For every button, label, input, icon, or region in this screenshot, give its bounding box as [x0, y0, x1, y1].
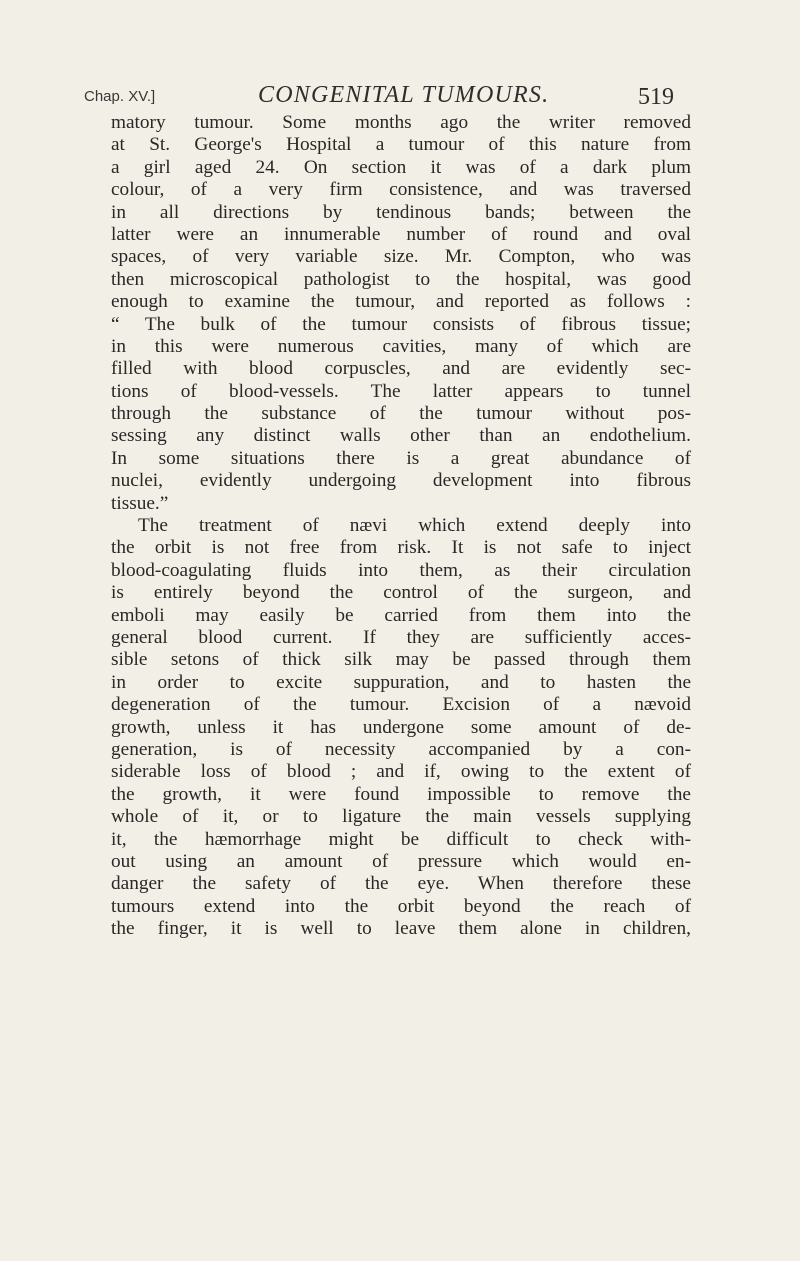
text-line: in all directions by tendinous bands; between the	[111, 201, 691, 223]
text-line: nuclei, evidently undergoing development into fibrous	[111, 470, 691, 492]
text-line: “ The bulk of the tumour consists of fibrous tissue;	[111, 313, 691, 335]
text-line: then microscopical pathologist to the hospital, was good	[111, 268, 691, 290]
text-line: generation, is of necessity accompanied by a con-	[111, 738, 691, 760]
text-line: emboli may easily be carried from them into the	[111, 604, 691, 626]
text-line: tumours extend into the orbit beyond the reach of	[111, 895, 691, 917]
text-line: matory tumour. Some months ago the writer removed	[111, 112, 691, 133]
text-line: a girl aged 24. On section it was of a dark plum	[111, 156, 691, 178]
text-line: in this were numerous cavities, many of which are	[111, 335, 691, 357]
text-line: spaces, of very variable size. Mr. Compton, who was	[111, 246, 691, 268]
text-line: tissue.”	[111, 492, 169, 514]
body-text	[111, 112, 691, 940]
text-line: the growth, it were found impossible to remove the	[111, 783, 691, 805]
text-line: tions of blood-vessels. The latter appears to tunnel	[111, 380, 691, 402]
text-line: In some situations there is a great abundance of	[111, 447, 691, 469]
text-line: sessing any distinct walls other than an endothelium.	[111, 425, 691, 447]
text-line: at St. George's Hospital a tumour of this nature from	[111, 134, 691, 156]
text-line: out using an amount of pressure which would en-	[111, 850, 691, 872]
text-line: is entirely beyond the control of the surgeon, and	[111, 582, 691, 604]
text-line: siderable loss of blood ; and if, owing to the extent of	[111, 761, 691, 783]
text-line: through the substance of the tumour without pos-	[111, 403, 691, 425]
chapter-label: Chap. XV.]	[84, 88, 156, 105]
text-line: whole of it, or to ligature the main vessels supplying	[111, 806, 691, 828]
text-line: filled with blood corpuscles, and are evidently sec-	[111, 358, 691, 380]
text-line: general blood current. If they are sufficiently acces-	[111, 626, 691, 648]
text-line: the finger, it is well to leave them alone in children,	[111, 918, 691, 940]
text-line: blood-coagulating fluids into them, as their circulation	[111, 559, 691, 581]
text-line: colour, of a very firm consistence, and was traversed	[111, 179, 691, 201]
text-line: latter were an innumerable number of round and oval	[111, 223, 691, 245]
text-line: danger the safety of the eye. When therefore these	[111, 873, 691, 895]
text-line: enough to examine the tumour, and reported as follows :	[111, 291, 691, 313]
text-line: growth, unless it has undergone some amount of de-	[111, 716, 691, 738]
text-line: the orbit is not free from risk. It is not safe to inject	[111, 537, 691, 559]
paragraph-first-line: The treatment of nævi which extend deeply into	[138, 515, 691, 537]
text-line: degeneration of the tumour. Excision of a nævoid	[111, 694, 691, 716]
running-title: CONGENITAL TUMOURS.	[258, 82, 550, 108]
text-line: sible setons of thick silk may be passed through them	[111, 649, 691, 671]
text-line: it, the hæmorrhage might be difficult to check with-	[111, 828, 691, 850]
page-number: 519	[638, 84, 674, 110]
text-line: in order to excite suppuration, and to hasten the	[111, 671, 691, 693]
